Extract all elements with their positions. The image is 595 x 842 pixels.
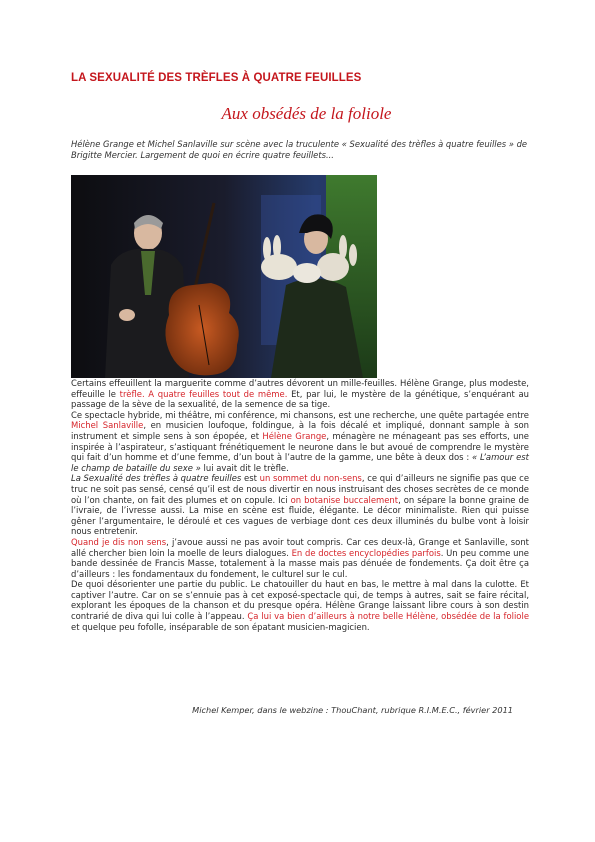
highlight-link-text: Michel Sanlaville bbox=[71, 420, 144, 431]
paragraph-text: « L’amour est le champ de bataille du sexe » bbox=[71, 452, 529, 473]
paragraph-text: La Sexualité des trèfles à quatre feuilles bbox=[71, 473, 242, 484]
article-signature: Michel Kemper, dans le webzine : ThouChant, rubrique R.I.M.E.C., février 2011 bbox=[192, 705, 513, 715]
stage-photo-illustration bbox=[71, 175, 377, 378]
body-paragraph bbox=[71, 579, 529, 632]
paragraph-text: , j’avoue aussi ne pas avoir tout compris. Car ces deux-là, Grange et Sanlaville, sont allé chercher bien loin la moelle de leurs dialogues. bbox=[71, 536, 529, 558]
paragraph-text: , ce qui d’ailleurs ne signifie pas que ce truc ne soit pas sensé, censé qu’il est de nous divertir en nous instruisant des choses secrètes de ce monde où l’on chante, on fait des plumes et on copule. Ici bbox=[71, 473, 530, 505]
highlight-link-text: Hélène Grange bbox=[262, 430, 327, 441]
paragraph-text: Ce spectacle hybride, mi théâtre, mi conférence, mi chansons, est une recherche, une quête partagée entre bbox=[71, 409, 529, 420]
article-subtitle: Aux obsédés de la foliole bbox=[221, 104, 392, 123]
paragraph-text: , en musicien loufoque, foldingue, à la fois décalé et impliqué, donnant sample à son instrument et simple sens à son épopée, et bbox=[71, 420, 529, 441]
highlight-link-text: trèfle. A quatre feuilles tout de même. bbox=[119, 388, 288, 399]
highlight-link-text: un sommet du non-sens bbox=[259, 473, 362, 484]
body-paragraph bbox=[71, 473, 529, 537]
paragraph-text: De quoi désorienter une partie du public. Le chatouiller du haut en bas, le mettre à mal dans la culotte. Et captiver l’autre. Car on se s’ennuie pas à cet exposé-spectacle qui, de temps à autres, sait se faire récital, explorant les époques de la chanson et du presque opéra. Hélène Grange laissant libre cours à son destin contrarié de diva qui lui colle à l’appeau. bbox=[71, 579, 529, 622]
article-title: LA SEXUALITÉ DES TRÈFLES À QUATRE FEUILLES bbox=[71, 72, 362, 84]
highlight-link-text: Ça lui va bien d’ailleurs à notre belle Hélène, obsédée de la foliole bbox=[247, 611, 530, 622]
paragraph-text: Certains effeuillent la marguerite comme d’autres dévorent un mille-feuilles. Hélène Grange, plus modeste, effeuille le bbox=[71, 378, 529, 399]
highlight-link-text: on botanise buccalement bbox=[290, 494, 399, 505]
paragraph-text: , ménagère ne ménageant pas ses efforts, une inspirée à l’aspirateur, s’astiquant frénétiquement le neurone dans le but avoué de comprendre le mystère qui fait d’un homme et d’une femme, d’un bout à l’autre de la gamme, une bête à deux dos : bbox=[71, 430, 529, 463]
body-paragraph bbox=[71, 537, 529, 579]
paragraph-text: , on sépare la bonne graine de l’ivraie, de l’ivresse aussi. La mise en scène est fluide, élégante. Le décor minimaliste. Rien qui puisse gêner l’argumentaire, le déroulé et ces vagues de verbiage dont ces deux illuminés du bulbe vont à loisir nous entretenir. bbox=[71, 494, 529, 537]
highlight-link-text: En de doctes encyclopédies parfois bbox=[291, 547, 441, 558]
photo-caption-intro: Hélène Grange et Michel Sanlaville sur scène avec la truculente « Sexualité des trèfles à quatre feuilles » de Brigitte Mercier. Largement de quoi en écrire quatre feuillets... bbox=[71, 139, 528, 160]
paragraph-text: et quelque peu fofolle, inséparable de son épatant musicien-magicien. bbox=[71, 621, 370, 632]
paragraph-text: lui avait dit le trèfle. bbox=[200, 462, 289, 473]
stage-photo-image bbox=[71, 175, 377, 378]
paragraph-text: . Un peu comme une bande dessinée de Francis Masse, totalement à la masse mais pas dénuée de fondements. Ça doit être ça d’ailleurs : les fondamentaux du fondement, le culturel sur le cul. bbox=[71, 547, 529, 579]
paragraph-text: Et, par lui, le mystère de la génétique, s’enquérant au passage de la sève de la sexualité, de la semence de sa tige. bbox=[71, 388, 529, 410]
highlight-link-text: Quand je dis non sens bbox=[71, 536, 167, 547]
paragraph-text: est bbox=[241, 473, 260, 484]
body-paragraph bbox=[71, 378, 529, 410]
body-paragraph bbox=[71, 410, 529, 474]
article-body bbox=[71, 378, 529, 632]
